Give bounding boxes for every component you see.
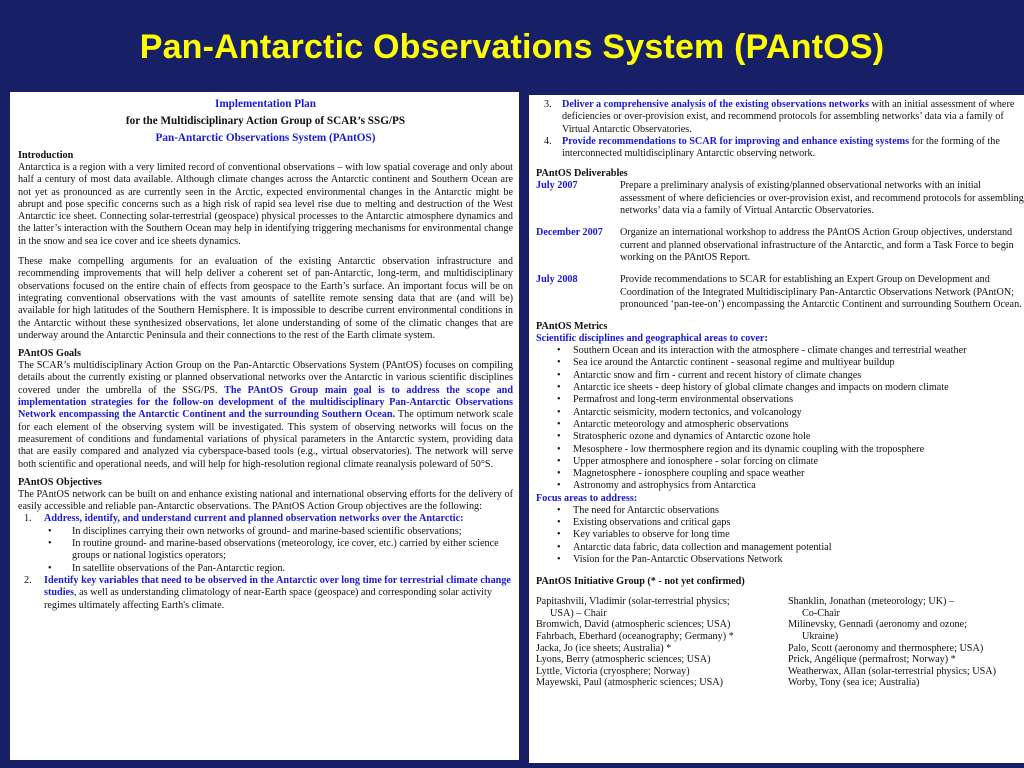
goals-paragraph [18, 360, 513, 471]
list-item: • Stratospheric ozone and dynamics of Antarctic ozone hole [536, 431, 1024, 443]
deliverables-heading: PAntOS Deliverables [536, 168, 628, 180]
member-left: Jacka, Jo (ice sheets; Australia) * [536, 642, 672, 654]
objective-1 [18, 513, 513, 525]
member-left: Bromwich, David (atmospheric sciences; USA) [536, 619, 731, 631]
deliverable-text: Prepare a preliminary analysis of existing/planned observational networks with an initial assessment of where deficiencies or over-provision exist, and recommend protocols for assembling networks’ data via a family of Virtual Antarctic Observatories. [620, 180, 1024, 217]
intro-paragraph-2: These make compelling arguments for an evaluation of the existing Antarctic observation infrastructure and recommending improvements that will help deliver a coherent set of pan-Antarctic, long-term, and multidisciplinary observations focused on the entire chain of effects from geospace to the Earth’s surface. An important focus will be on integrating conventional observations with the vast amounts of satellite remote sensing data that are (and will be) available for high latitudes of the Southern Hemisphere. It is impossible to describe current environmental conditions in the Antarctic without these synthesized observations, let alone understanding of some of the climatic changes that are underway around the Antarctic Peninsula and their connections to the rest of the Earth climate system. [18, 256, 513, 341]
goals-text-highlight: The PAntOS Group main goal is to address the scope and implementation strategies for the follow-on development of the multidisciplinary Pan-Antarctic Observations Network encompassing the Antarctic Continent and the surrounding Southern Ocean. [18, 384, 513, 421]
list-item: • Permafrost and long-term environmental observations [536, 394, 1024, 406]
list-item: • Antarctic meteorology and atmospheric observations [536, 419, 1024, 431]
objective-4-rest: for the forming of the interconnected multidisciplinary Antarctic observing network. [562, 135, 1000, 160]
objectives-heading: PAntOS Objectives [18, 476, 102, 488]
objective-4-title: Provide recommendations to SCAR for improving and enhance existing systems [562, 135, 910, 147]
list-item: • In disciplines carrying their own networks of ground- and marine-based scientific observations; [18, 526, 513, 538]
intro-heading: Introduction [18, 150, 74, 161]
objective-1-bullets [18, 526, 513, 575]
list-item: • Existing observations and critical gaps [536, 517, 1024, 529]
list-item: • The need for Antarctic observations [536, 505, 1024, 517]
list-item: • Antarctic seismicity, modern tectonics, and volcanology [536, 407, 1024, 419]
list-item: • Astronomy and astrophysics from Antarctica [536, 480, 1024, 492]
member-right: Palo, Scott (aeronomy and thermosphere; USA) [788, 642, 984, 654]
doc-header-line2: for the Multidisciplinary Action Group of SCAR’s SSG/PS [125, 115, 406, 127]
member-right: Shanklin, Jonathan (meteorology; UK) – [788, 596, 955, 608]
goals-heading: PAntOS Goals [18, 348, 81, 360]
objective-3-rest: with an initial assessment of where deficiencies or over-provision exist, and recommend protocols for assembling networks’ data via a family of Virtual Antarctic Observatories. [562, 99, 1015, 135]
goals-text-a: The SCAR’s multidisciplinary Action Group on the Pan-Antarctic Observations System (PAntOS) focuses on compiling details about the currently existing or planned observational networks over the Antarctic in various scientific disciplines covered under the umbrella of the SSG/PS. [18, 360, 513, 396]
objective-2-number: 2. [24, 574, 32, 586]
deliverable-date: December 2007 [536, 227, 603, 239]
list-item: • Key variables to observe for long time [536, 529, 1024, 541]
list-item: • Antarctic snow and firn - current and recent history of climate changes [536, 370, 1024, 382]
objective-4-number: 4. [544, 135, 552, 147]
focus-list [536, 505, 1024, 566]
objective-2-title: Identify key variables that need to be observed in the Antarctic over long time for terrestrial climate change studies [44, 574, 511, 599]
list-item: • Mesosphere - low thermosphere region and its dynamic coupling with the troposphere [536, 444, 1024, 456]
list-item: • Sea ice around the Antarctic continent - seasonal regime and multiyear buildup [536, 357, 1024, 369]
objectives-paragraph: The PAntOS network can be built on and enhance existing national and international observing efforts for the delivery of easily accessible and reliable pan-Antarctic observations. The PAntOS Action Group objectives are the following: [18, 488, 513, 513]
slide-title: Pan-Antarctic Observations System (PAntOS) [139, 28, 885, 66]
left-document-panel [10, 92, 519, 760]
initiative-group-heading: PAntOS Initiative Group (* - not yet confirmed) [536, 576, 745, 588]
objective-1-title: Address, identify, and understand current and planned observation networks over the Antarctic: [44, 513, 464, 525]
member-left: Papitashvili, Vladimir (solar-terrestrial physics; [536, 596, 730, 608]
member-left: USA) – Chair [550, 607, 607, 619]
member-right: Milinevsky, Gennadi (aeronomy and ozone; [788, 619, 967, 631]
member-right: Ukraine) [802, 630, 839, 642]
member-right: Worby, Tony (sea ice; Australia) [788, 677, 920, 689]
objective-4 [536, 136, 1024, 161]
disciplines-colon: : [764, 333, 768, 345]
member-left: Fahrbach, Eberhard (oceanography; Germany) * [536, 630, 734, 642]
deliverable-item [536, 274, 1024, 311]
member-left: Lyttle, Victoria (cryosphere; Norway) [536, 665, 690, 677]
disciplines-heading [536, 333, 1024, 345]
list-item: • In routine ground- and marine-based observations (meteorology, ice cover, etc.) carried by either science groups or national logistics operators; [18, 538, 513, 563]
intro-paragraph-1: Antarctica is a region with a very limited record of conventional observations – with low spatial coverage and only about half a century of most data available. Although climate changes across the Antarctic continent and Southern Ocean are not yet as pronounced as are currently seen in the Arctic, expected environmental changes in the Antarctic might be abrupt and pose specific concerns such as a high risk of rapid sea level rise due to melting and destruction of the West Antarctic ice sheet. Connecting solar-terrestrial (geospace) physical processes to the Antarctic atmosphere dynamics and the latter’s interaction with the Southern Ocean may help in identifying triggering mechanisms for environmental change in the snow and sea ice cover and ice sheets dynamics. [18, 162, 513, 247]
right-document-panel [529, 95, 1024, 763]
doc-header-line1: Implementation Plan [215, 98, 316, 110]
doc-header-line3: Pan-Antarctic Observations System (PAntOS) [155, 132, 376, 144]
deliverable-item [536, 227, 1024, 264]
deliverable-text: Provide recommendations to SCAR for establishing an Expert Group on Development and Coordination of the Integrated Multidisciplinary Pan-Antarctic Observations Network (PAntON; pronounced ‘pan-tee-on’) encompassing the Antarctic Continent and surrounding Southern Ocean. [620, 274, 1022, 310]
member-right: Prick, Angélique (permafrost; Norway) * [788, 654, 956, 666]
deliverable-text: Organize an international workshop to address the PAntOS Action Group objectives, understand current and planned observational infrastructure of the Antarctic, and form a Task Force to begin working on the PAntOS Report. [620, 227, 1014, 263]
disciplines-list [536, 345, 1024, 493]
focus-heading: Focus areas to address: [536, 492, 638, 504]
deliverable-date: July 2007 [536, 180, 578, 192]
member-left: Mayewski, Paul (atmospheric sciences; USA) [536, 677, 724, 689]
member-right: Weatherwax, Allan (solar-terrestrial physics; USA) [788, 665, 997, 677]
list-item: • In satellite observations of the Pan-Antarctic region. [18, 563, 513, 575]
list-item: • Vision for the Pan-Antarctic Observations Network [536, 554, 1024, 566]
objective-2-rest: , as well as understanding climatology of near-Earth space (geospace) and corresponding solar activity regimes ultimately affecting Earth's climate. [44, 587, 492, 611]
objective-1-number: 1. [24, 513, 32, 525]
member-left: Lyons, Berry (atmospheric sciences; USA) [536, 654, 711, 666]
member-right: Co-Chair [802, 607, 840, 619]
deliverable-item [536, 180, 1024, 217]
objective-2 [18, 575, 513, 612]
list-item: • Magnetosphere - ionosphere coupling and space weather [536, 468, 1024, 480]
objective-3-title: Deliver a comprehensive analysis of the existing observations networks [562, 99, 869, 110]
list-item: • Upper atmosphere and ionosphere - solar forcing on climate [536, 456, 1024, 468]
objective-3-number: 3. [544, 99, 552, 110]
disciplines-label: Scientific disciplines and geographical areas to cover [536, 333, 765, 345]
metrics-heading: PAntOS Metrics [536, 321, 608, 333]
objective-3 [536, 99, 1024, 136]
initiative-group-table [536, 596, 1024, 689]
deliverable-date: July 2008 [536, 274, 578, 286]
list-item: • Antarctic ice sheets - deep history of global climate changes and impacts on modern climate [536, 382, 1024, 394]
list-item: • Southern Ocean and its interaction with the atmosphere - climate changes and terrestrial weather [536, 345, 1024, 357]
goals-text-c: The optimum network scale for each element of the observing system will be investigated. This system of observing networks will focus on the measurement of conditions and fundamental variations of physical parameters in the Antarctic system, providing data that are easily compared and analyzed via cyberspace-based tools (e.g., virtual observatories). The network will serve both scientific and operational needs, and will help for high-resolution regional climate reanalysis poleward of 50°S. [18, 409, 514, 470]
list-item: • Antarctic data fabric, data collection and management potential [536, 542, 1024, 554]
